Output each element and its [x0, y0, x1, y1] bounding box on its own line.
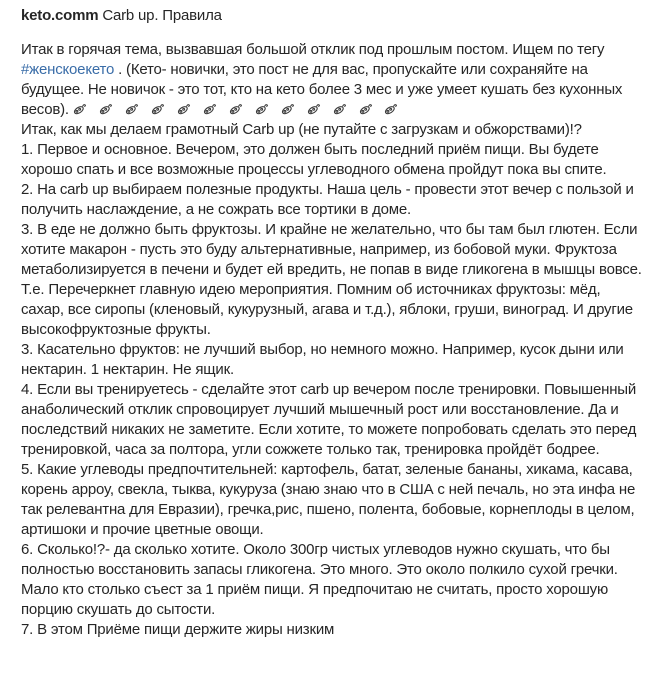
sweet-potato-emoji — [307, 102, 321, 116]
paragraph-list — [21, 120, 643, 640]
post-header — [21, 6, 643, 26]
post-body — [21, 40, 643, 640]
emoji-row — [73, 101, 407, 118]
sweet-potato-emoji — [73, 102, 87, 116]
post-paragraph: 7. В этом Приёме пищи держите жиры низким — [21, 621, 335, 638]
sweet-potato-emoji — [229, 102, 243, 116]
sweet-potato-emoji — [384, 102, 398, 116]
username[interactable]: keto.comm — [21, 7, 99, 24]
sweet-potato-emoji — [203, 102, 217, 116]
intro-text-before-tag: Итак в горячая тема, вызвавшая большой отклик под прошлым постом. Ищем по тегу — [21, 41, 605, 58]
post-paragraph: 1. Первое и основное. Вечером, это должен быть последний приём пищи. Вы будете хорошо спать и все возможные процессы углеводного обмена пройдут пока вы спите. — [21, 141, 607, 178]
hashtag-link[interactable]: #женскоекето — [21, 61, 115, 78]
post-title: Carb up. Правила — [102, 7, 222, 24]
post-paragraph: 3. Касательно фруктов: не лучший выбор, но немного можно. Например, кусок дыни или нектарин. 1 нектарин. Не ящик. — [21, 341, 624, 378]
sweet-potato-emoji — [333, 102, 347, 116]
post-paragraph: 5. Какие углеводы предпочтительней: картофель, батат, зеленые бананы, хикама, касава, корень арроу, свекла, тыква, кукуруза (знаю знаю что в США с ней печаль, но эта инфа не так релевантна для Евразии), гречка,рис, пшено, полента, бобовые, корнеплоды в целом, артишоки и прочие цветные овощи. — [21, 461, 636, 538]
sweet-potato-emoji — [125, 102, 139, 116]
post-paragraph: 6. Сколько!?- да сколько хотите. Около 300гр чистых углеводов нужно скушать, что бы полностью восстановить запасы гликогена. Это много. Это около полкило сухой гречки. Мало кто столько съест за 1 приём пищи. Я предпочитаю не считать, просто хорошую порцию скушать до сытости. — [21, 541, 618, 618]
sweet-potato-emoji — [359, 102, 373, 116]
sweet-potato-emoji — [255, 102, 269, 116]
sweet-potato-emoji — [281, 102, 295, 116]
sweet-potato-emoji — [99, 102, 113, 116]
sweet-potato-emoji — [177, 102, 191, 116]
post-paragraph: Итак, как мы делаем грамотный Carb up (не путайте с загрузкам и обжорствами)!? — [21, 121, 582, 138]
sweet-potato-emoji — [151, 102, 165, 116]
post-paragraph: 2. На carb up выбираем полезные продукты. Наша цель - провести этот вечер с пользой и получить наслаждение, а не сожрать все тортики в доме. — [21, 181, 634, 218]
post-paragraph: 3. В еде не должно быть фруктозы. И крайне не желательно, что бы там был глютен. Если хотите макарон - пусть это буду альтернативные, например, из бобовой муки. Фруктоза метаболизируется в печени и будет ей вредить, не попав в виде гликогена в мышцы вовсе. Т.е. Перечеркнет главную идею мероприятия. Помним об источниках фруктозы: мёд, сахар, все сиропы (кленовый, кукурузный, агава и т.д.), яблоки, груши, виноград. И другие высокофруктозные фрукты. — [21, 221, 642, 338]
post-paragraph: 4. Если вы тренируетесь - сделайте этот carb up вечером после тренировки. Повышенный анаболический отклик спровоцирует лучший мышечный рост или восстановление. Да и последствий никаких не заметите. Если хотите, то можете попробовать сделать это перед тренировкой, часа за полтора, угли сожжете только так, тренировка пройдёт бодрее. — [21, 381, 637, 458]
intro-text-after-tag: . (Кето- новички, это пост не для вас, пропускайте или сохраняйте на будущее. Не новичок - это тот, кто на кето более 3 мес и уже умеет кушать без кухонных весов). — [21, 61, 623, 118]
